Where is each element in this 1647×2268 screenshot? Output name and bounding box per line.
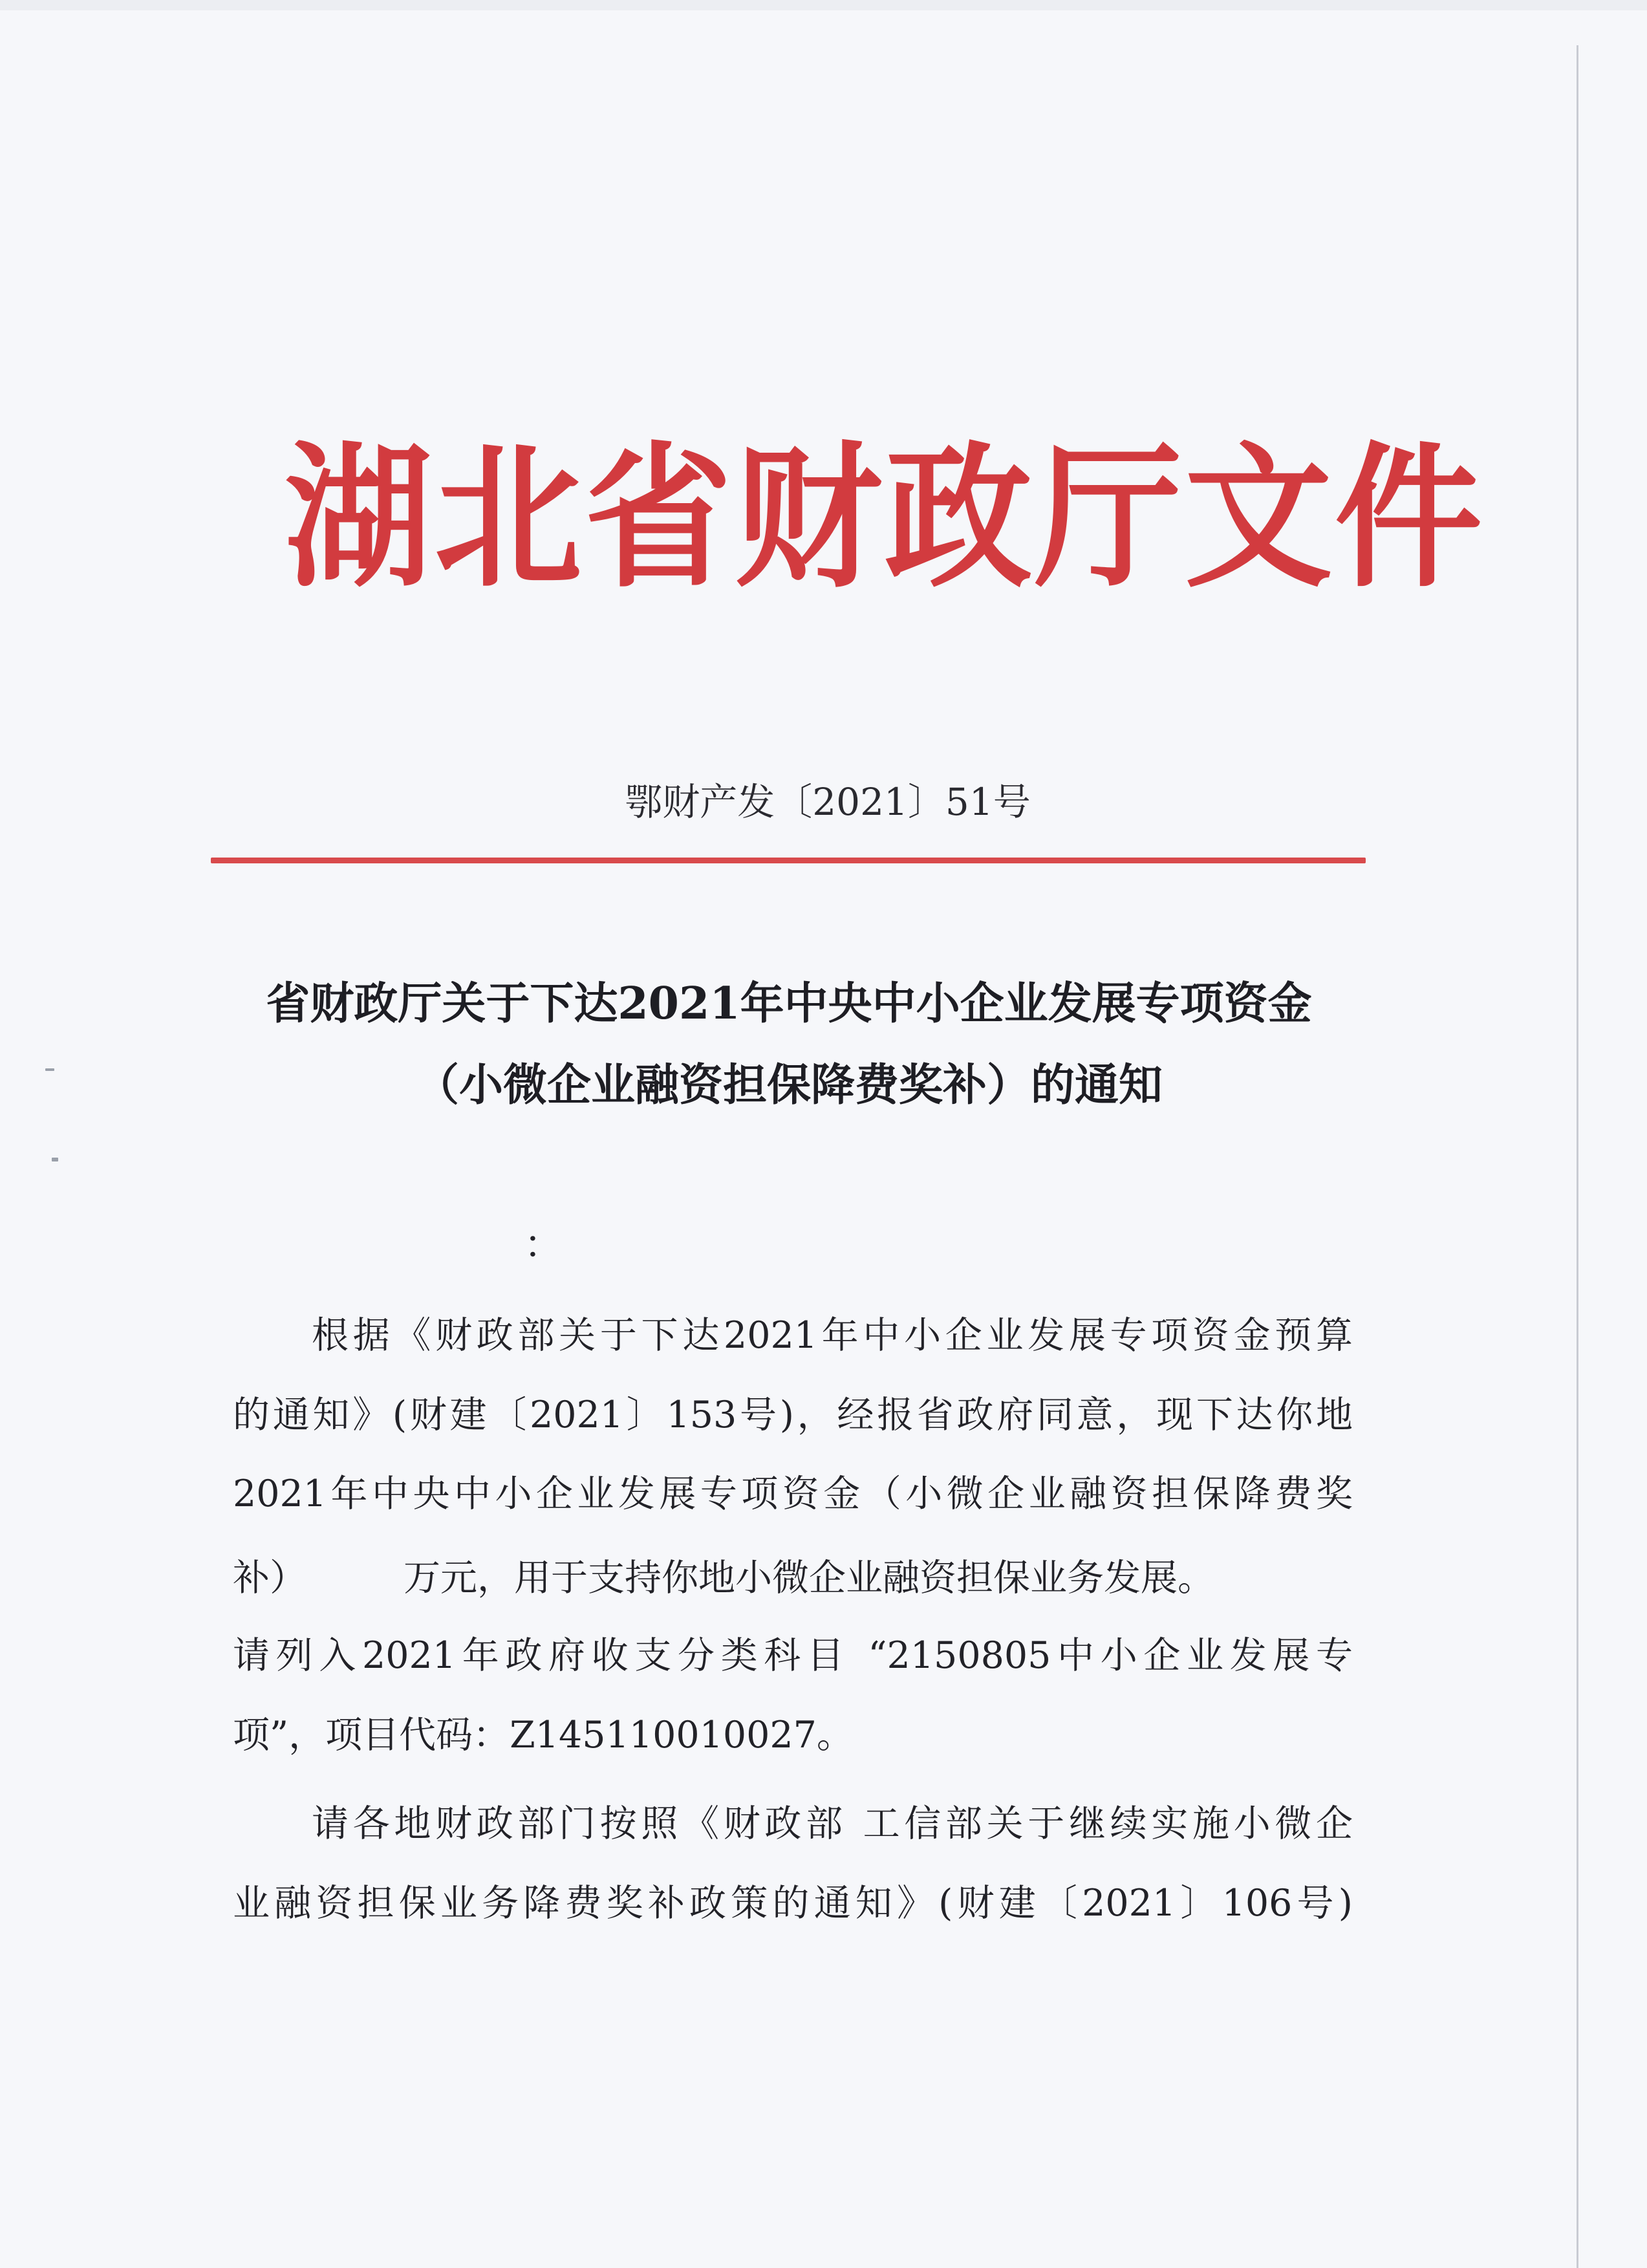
red-separator-rule [211, 858, 1366, 863]
scan-speck [45, 1068, 54, 1071]
document-number: 鄂财产发〔2021〕51号 [625, 780, 1031, 824]
scan-edge-right [1577, 45, 1578, 2268]
body-paragraph-1-line-4-start: 补） [233, 1557, 307, 1599]
body-paragraph-1-line-3: 2021年中央中小企业发展专项资金（小微企业融资担保降费奖 [233, 1473, 1353, 1515]
notice-title-line-1: 省财政厅关于下达2021年中央中小企业发展专项资金 [266, 978, 1312, 1030]
scan-speck [52, 1158, 58, 1161]
body-paragraph-2-line-2: 业融资担保业务降费奖补政策的通知》(财建〔2021〕106号) [233, 1882, 1353, 1925]
body-paragraph-1-line-2: 的通知》(财建〔2021〕153号)，经报省政府同意，现下达你地 [233, 1394, 1353, 1436]
notice-title-line-2: （小微企业融资担保降费奖补）的通知 [414, 1059, 1163, 1111]
body-paragraph-1-line-4 [233, 1552, 1353, 1604]
body-paragraph-1-line-1: 根据《财政部关于下达2021年中小企业发展专项资金预算 [312, 1314, 1353, 1357]
scan-edge-top [0, 0, 1647, 10]
body-paragraph-2-line-1: 请各地财政部门按照《财政部 工信部关于继续实施小微企 [312, 1802, 1353, 1845]
body-paragraph-1-line-4-end: 万元，用于支持你地小微企业融资担保业务发展。 [404, 1557, 1214, 1599]
issuer-header-title: 湖北省财政厅文件 [285, 426, 1485, 609]
body-paragraph-1-line-6: 项”，项目代码：Z145110010027。 [233, 1714, 854, 1756]
body-paragraph-1-line-5: 请列入2021年政府收支分类科目 “2150805中小企业发展专 [233, 1634, 1353, 1677]
salutation-colon: ： [524, 1222, 563, 1268]
